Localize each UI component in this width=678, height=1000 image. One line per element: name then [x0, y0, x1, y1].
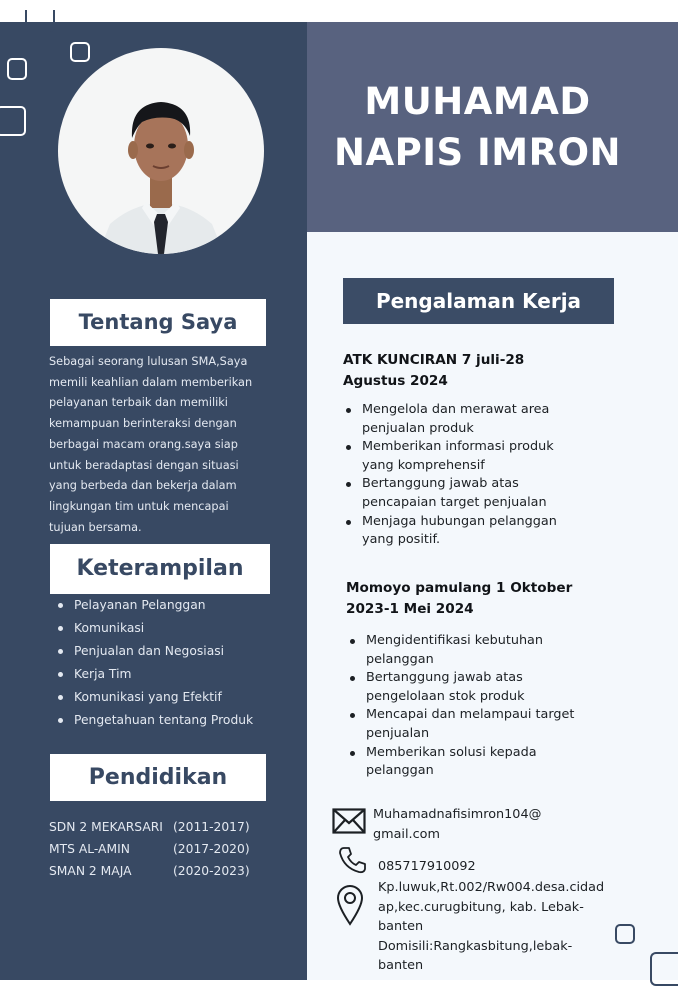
skills-heading: Keterampilan	[50, 544, 270, 594]
job-duty	[342, 401, 557, 438]
location-pin-icon	[336, 884, 364, 926]
phone-number: 085717910092	[378, 859, 476, 874]
education-row	[49, 860, 279, 882]
name-line-2: NAPIS IMRON	[333, 131, 621, 174]
about-line: lingkungan tim untuk mencapai	[49, 499, 229, 513]
address-line: Kp.luwuk,Rt.002/Rw004.desa.cidad	[378, 880, 605, 895]
job-duty-line: pencapaian target penjualan	[362, 494, 547, 510]
decorative-square	[7, 58, 27, 80]
about-line: untuk beradaptasi dengan situasi	[49, 458, 239, 472]
education-heading: Pendidikan	[50, 754, 266, 801]
about-line: tujuan bersama.	[49, 520, 142, 534]
job-title-line: ATK KUNCIRAN 7 juli-28	[343, 352, 525, 368]
about-line: berbagai macam orang.saya siap	[49, 437, 238, 451]
job-duty-line: pelanggan	[366, 651, 434, 667]
about-text	[49, 352, 289, 538]
skills-list	[52, 594, 253, 732]
job-title-line: 2023-1 Mei 2024	[346, 601, 474, 617]
job-duty-line: Mengidentifikasi kebutuhan	[366, 633, 544, 648]
decorative-square	[650, 952, 678, 986]
job-duty-line: penjualan produk	[362, 420, 474, 436]
about-line: yang berbeda dan bekerja dalam	[49, 479, 237, 493]
about-heading: Tentang Saya	[50, 299, 266, 346]
about-line: memili keahlian dalam memberikan	[49, 375, 253, 389]
job-duty-line: penjualan	[366, 725, 430, 741]
job-title-line: Momoyo pamulang 1 Oktober	[346, 580, 573, 596]
job-duty	[346, 744, 574, 781]
job-duty-line: Bertanggung jawab atas	[362, 476, 519, 492]
job-duty	[346, 706, 574, 743]
about-line: Sebagai seorang lulusan SMA,Saya	[49, 355, 248, 368]
job-title	[346, 578, 572, 620]
job-duty-line: pengelolaan stok produk	[366, 688, 525, 704]
job-duty	[346, 669, 574, 706]
skill-item: Pengetahuan tentang Produk	[52, 709, 253, 732]
address-line: banten	[378, 919, 424, 934]
education-row	[49, 838, 279, 860]
address-text	[378, 878, 604, 976]
job-title	[343, 350, 524, 392]
skill-item: Komunikasi yang Efektif	[52, 686, 253, 709]
job-duty-line: Mencapai dan melampaui target	[366, 707, 575, 723]
envelope-icon	[332, 808, 366, 834]
job-duties-list	[342, 401, 557, 550]
email-line: gmail.com	[373, 826, 440, 842]
job-duty-line: yang komprehensif	[362, 457, 485, 473]
school-years: (2017-2020)	[173, 842, 250, 856]
job-title-line: Agustus 2024	[343, 373, 448, 389]
about-line: pelayanan terbaik dan memiliki	[49, 396, 228, 410]
full-name	[307, 76, 648, 178]
decorative-square	[0, 106, 26, 136]
school-name: SMAN 2 MAJA	[49, 864, 132, 878]
job-duty	[342, 513, 557, 550]
job-duty-line: Bertanggung jawab atas	[366, 670, 523, 686]
school-name: SDN 2 MEKARSARI	[49, 820, 163, 834]
phone-icon	[338, 846, 366, 874]
about-line: kemampuan berinteraksi dengan	[49, 417, 237, 431]
school-years: (2020-2023)	[173, 864, 250, 878]
job-duty	[342, 438, 557, 475]
email-line: Muhamadnafisimron104@	[373, 807, 542, 822]
job-duty-line: Memberikan informasi produk	[362, 439, 554, 455]
job-duty-line: yang positif.	[362, 532, 441, 548]
skill-item: Kerja Tim	[52, 663, 253, 686]
address-line: Domisili:Rangkasbitung,lebak-	[378, 938, 573, 954]
experience-heading: Pengalaman Kerja	[343, 278, 614, 324]
address-line: banten	[378, 958, 424, 973]
job-duty-line: Menjaga hubungan pelanggan	[362, 513, 557, 529]
education-row	[49, 816, 279, 838]
decorative-square	[615, 924, 635, 944]
job-duty-line: Mengelola dan merawat area	[362, 402, 550, 417]
profile-photo	[58, 48, 264, 254]
job-duty	[342, 475, 557, 512]
email-text	[373, 805, 541, 844]
decorative-square	[70, 42, 90, 62]
skill-item: Pelayanan Pelanggan	[52, 594, 253, 617]
job-duty-line: Memberikan solusi kepada	[366, 744, 537, 760]
skill-item: Komunikasi	[52, 617, 253, 640]
skill-item: Penjualan dan Negosiasi	[52, 640, 253, 663]
job-duty	[346, 632, 574, 669]
job-duties-list	[346, 632, 574, 781]
name-line-1: MUHAMAD	[364, 80, 591, 123]
school-years: (2011-2017)	[173, 820, 250, 834]
address-line: ap,kec.curugbitung, kab. Lebak-	[378, 899, 584, 915]
decorative-square	[25, 10, 55, 32]
job-duty-line: pelanggan	[366, 763, 434, 779]
school-name: MTS AL-AMIN	[49, 842, 130, 856]
